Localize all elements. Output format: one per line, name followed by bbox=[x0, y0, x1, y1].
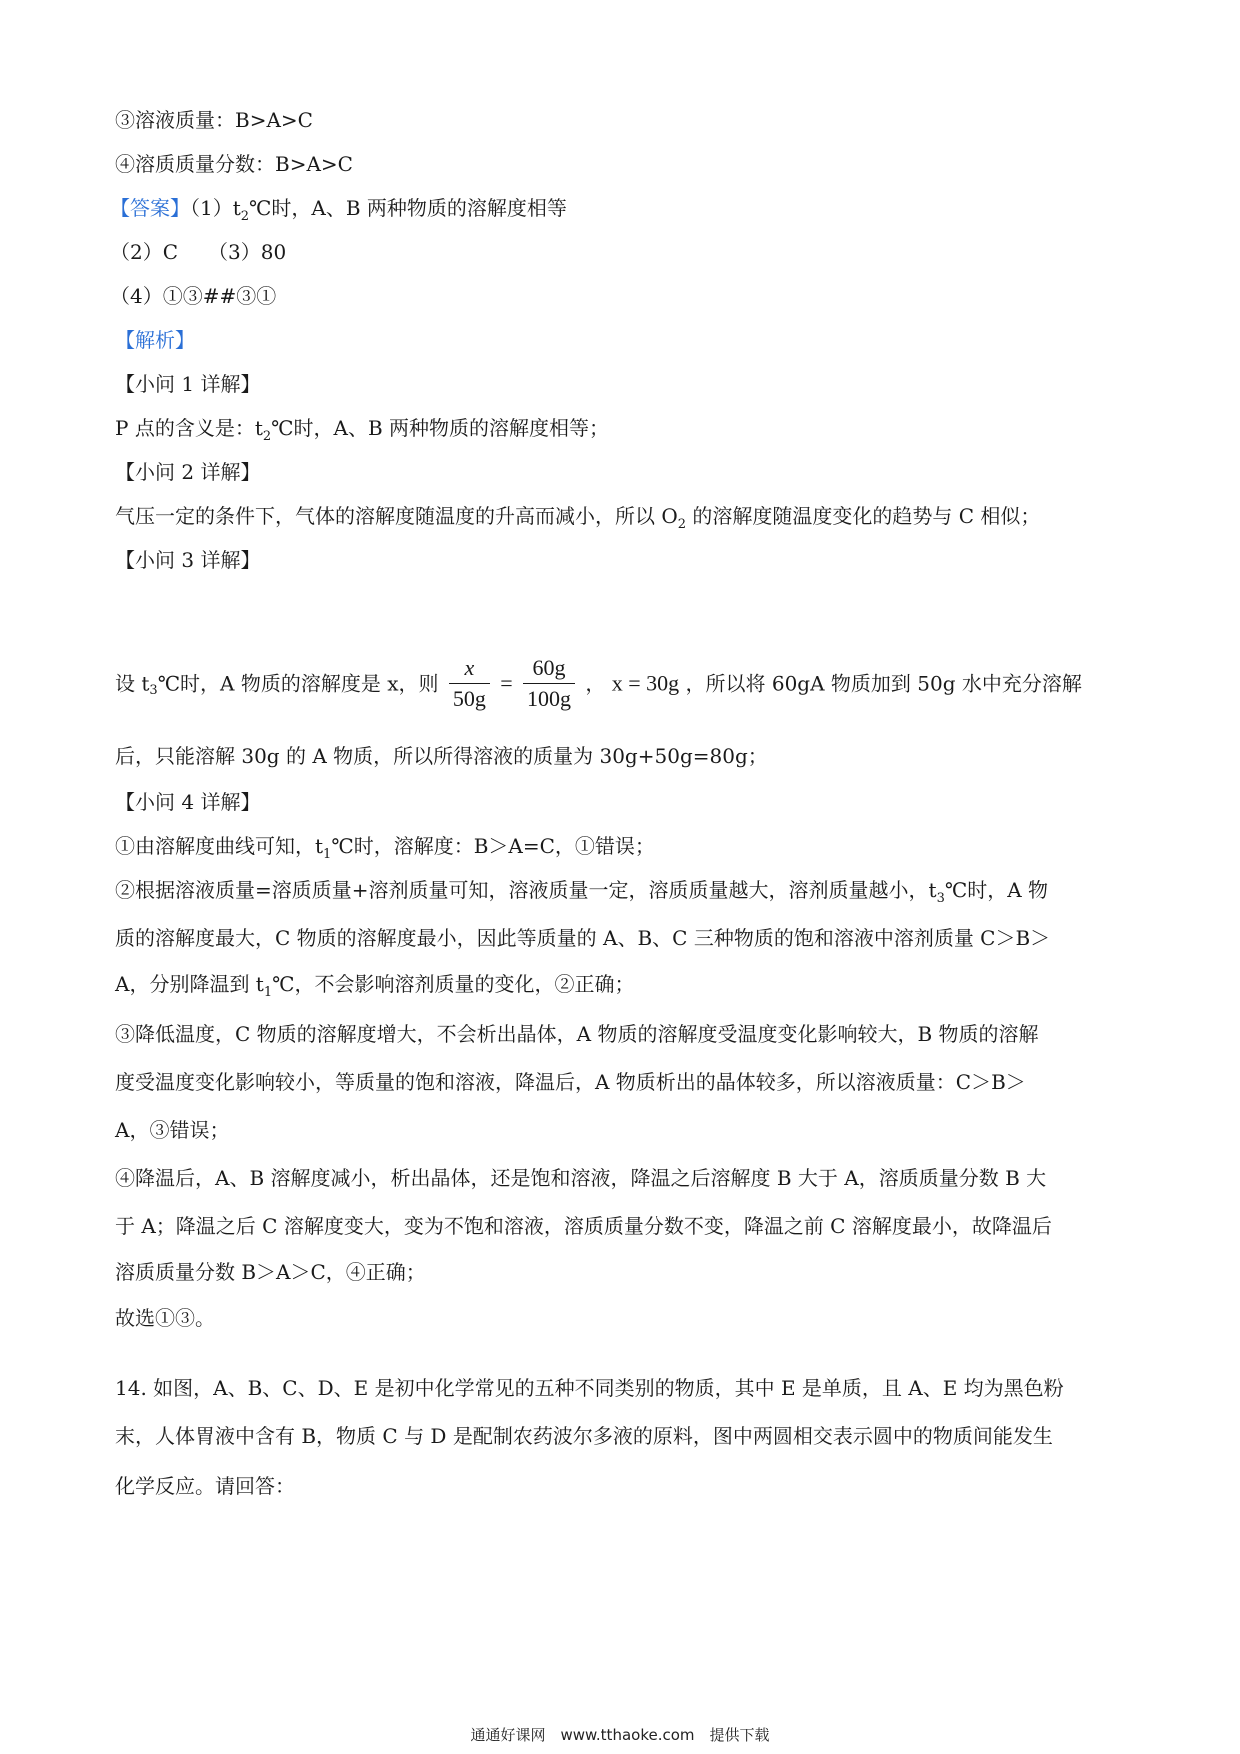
q4-item-3-line-3: A，③错误； bbox=[115, 1118, 230, 1142]
q4-item-4-line-1: ④降温后，A、B 溶解度减小，析出晶体，还是饱和溶液，降温之后溶解度 B 大于 A，溶质质量分数 B 大 bbox=[115, 1166, 1047, 1190]
answer-line-1: 【答案】$(1)t_2℃$时，A、B 两种物质的溶解度相等 bbox=[110, 196, 567, 224]
analysis-tag: 【解析】 bbox=[115, 328, 195, 352]
answer-line-2: （2）C （3）80 bbox=[110, 240, 287, 264]
choose-line: 故选①③。 bbox=[115, 1306, 215, 1330]
q4-item-1: ①由溶解度曲线可知，$t_1℃$时，溶解度：B＞A=C，①错误； bbox=[115, 834, 655, 862]
line-solution-mass: ③溶液质量：B>A>C bbox=[115, 108, 313, 132]
fraction-x-over-50g: $\frac{x}{50g}$ bbox=[449, 653, 490, 714]
answer-tag: 【答案】 bbox=[110, 196, 190, 220]
q14-line-2: 末，人体胃液中含有 B，物质 C 与 D 是配制农药波尔多液的原料，图中两圆相交表示圆中的物质间能发生 bbox=[115, 1424, 1053, 1448]
q14-line-3: 化学反应。请回答： bbox=[115, 1474, 295, 1498]
q4-item-3-line-2: 度受温度变化影响较小，等质量的饱和溶液，降温后，A 物质析出的晶体较多，所以溶液质量：C＞B＞ bbox=[115, 1070, 1026, 1094]
q2-heading: 【小问 2 详解】 bbox=[115, 460, 261, 484]
q4-item-2-line-1: ②根据溶液质量=溶质质量+溶剂质量可知，溶液质量一定，溶质质量越大，溶剂质量越小，$t_3℃$时，A 物 bbox=[115, 878, 1049, 906]
q4-item-3-line-1: ③降低温度，C 物质的溶解度增大，不会析出晶体，A 物质的溶解度受温度变化影响较大，B 物质的溶解 bbox=[115, 1022, 1039, 1046]
q3-text-continued: 后，只能溶解 30g 的 A 物质，所以所得溶液的质量为 30g+50g=80g； bbox=[115, 744, 768, 768]
q4-item-2-line-2: 质的溶解度最大，C 物质的溶解度最小，因此等质量的 A、B、C 三种物质的饱和溶液中溶剂质量 C＞B＞ bbox=[115, 926, 1051, 950]
x-equals-30g: x = 30g bbox=[611, 670, 680, 696]
q4-item-2-line-3: A，分别降温到 $t_1℃$，不会影响溶剂质量的变化，②正确； bbox=[115, 972, 635, 1000]
q4-item-4-line-2: 于 A；降温之后 C 溶解度变大，变为不饱和溶液，溶质质量分数不变，降温之前 C 溶解度最小，故降温后 bbox=[115, 1214, 1052, 1238]
q2-text: 气压一定的条件下，气体的溶解度随温度的升高而减小，所以 $O_2$ 的溶解度随温度变化的趋势与 C 相似； bbox=[115, 504, 1041, 532]
q4-item-4-line-3: 溶质质量分数 B＞A＞C，④正确； bbox=[115, 1260, 426, 1284]
q3-equation-line: 设 $t_3℃$时，A 物质的溶解度是 x，则 $\frac{x}{50g}$ = $\frac{60g}{100g}$ ， x = 30g ，所以将 60gA 物质加到 50g 水中充分溶解 bbox=[115, 646, 1082, 718]
line-mass-fraction: ④溶质质量分数：B>A>C bbox=[115, 152, 353, 176]
q1-heading: 【小问 1 详解】 bbox=[115, 372, 261, 396]
equals-sign: = bbox=[500, 670, 513, 696]
q4-heading: 【小问 4 详解】 bbox=[115, 790, 261, 814]
q1-text: P 点的含义是：$t_2℃$时，A、B 两种物质的溶解度相等； bbox=[115, 416, 610, 444]
q14-line-1: 14. 如图，A、B、C、D、E 是初中化学常见的五种不同类别的物质，其中 E 是单质，且 A、E 均为黑色粉 bbox=[115, 1376, 1064, 1400]
page-footer: 通通好课网 www.tthaoke.com 提供下载 bbox=[470, 1726, 770, 1744]
answer-line-4: （4）①③##③① bbox=[110, 284, 277, 308]
fraction-60g-over-100g: $\frac{60g}{100g}$ bbox=[523, 653, 575, 714]
q3-heading: 【小问 3 详解】 bbox=[115, 548, 261, 572]
